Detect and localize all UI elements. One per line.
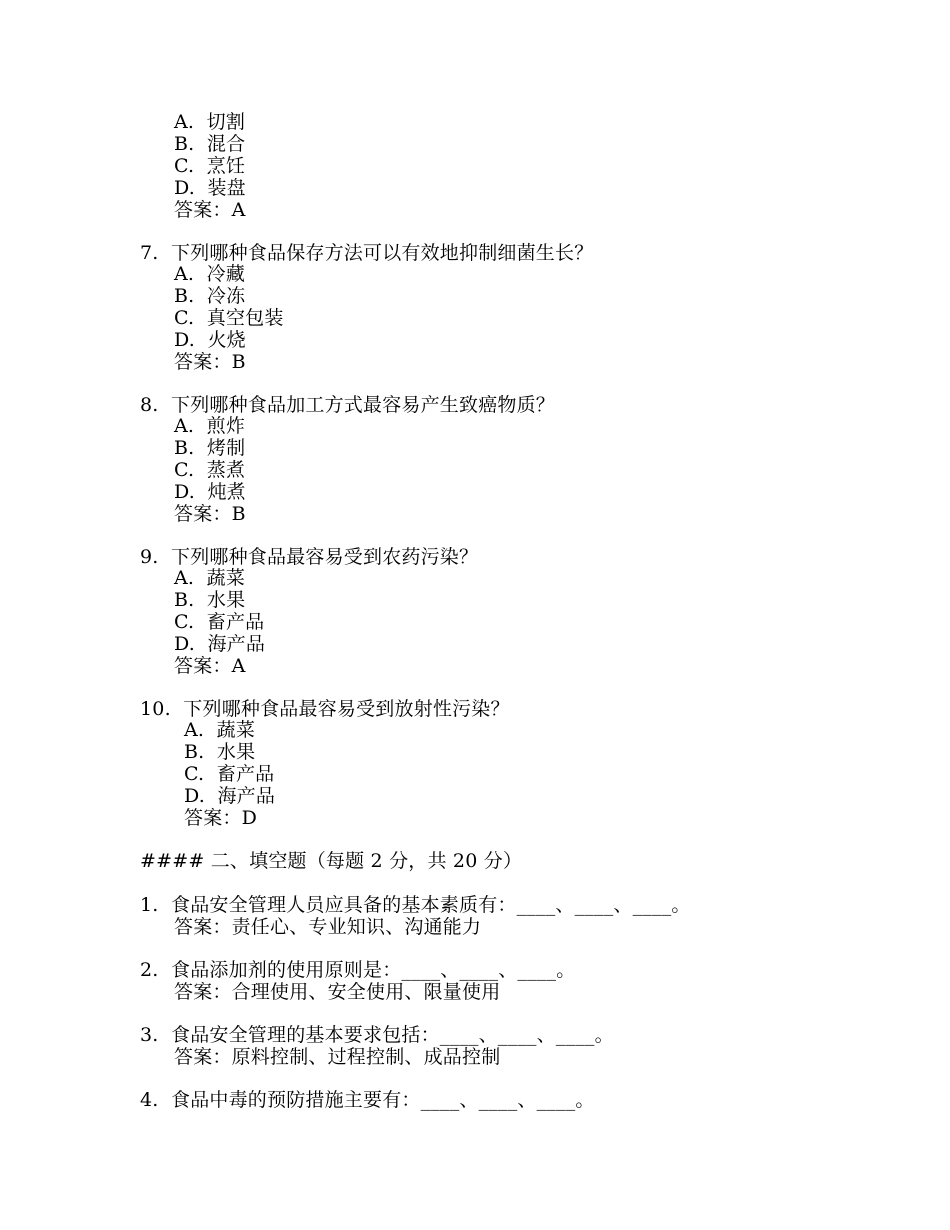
- option-text: A. 冷藏: [174, 263, 246, 285]
- option-text: D. 火烧: [174, 329, 246, 351]
- answer-text: 答案：合理使用、安全使用、限量使用: [174, 981, 501, 1003]
- option-text: D. 炖煮: [174, 481, 246, 503]
- option-text: A. 切割: [174, 111, 246, 133]
- question-stem: 4. 食品中毒的预防措施主要有：____、____、____。: [140, 1089, 595, 1111]
- option-text: D. 海产品: [174, 633, 266, 655]
- option-text: C. 畜产品: [174, 611, 265, 633]
- option-text: C. 真空包装: [174, 307, 284, 329]
- option-text: D. 海产品: [184, 785, 276, 807]
- question-stem: 10. 下列哪种食品最容易受到放射性污染？: [140, 698, 510, 720]
- answer-text: 答案：责任心、专业知识、沟通能力: [174, 916, 482, 938]
- answer-text: 答案：D: [184, 807, 258, 829]
- question-stem: 3. 食品安全管理的基本要求包括：____、____、____。: [140, 1024, 614, 1046]
- option-text: A. 蔬菜: [184, 719, 256, 741]
- option-text: B. 冷冻: [174, 285, 246, 307]
- option-text: B. 水果: [174, 589, 246, 611]
- answer-text: 答案：A: [174, 655, 246, 677]
- option-text: C. 畜产品: [184, 763, 275, 785]
- option-text: C. 烹饪: [174, 155, 246, 177]
- option-text: D. 装盘: [174, 177, 246, 199]
- question-stem: 9. 下列哪种食品最容易受到农药污染？: [140, 546, 479, 568]
- option-text: A. 蔬菜: [174, 567, 246, 589]
- section-heading: #### 二、填空题（每题 2 分，共 20 分）: [140, 850, 523, 872]
- answer-text: 答案：A: [174, 199, 246, 221]
- question-stem: 8. 下列哪种食品加工方式最容易产生致癌物质？: [140, 394, 556, 416]
- question-stem: 7. 下列哪种食品保存方法可以有效地抑制细菌生长？: [140, 242, 594, 264]
- answer-text: 答案：B: [174, 351, 246, 373]
- question-stem: 2. 食品添加剂的使用原则是：____、____、____。: [140, 959, 576, 981]
- option-text: B. 水果: [184, 741, 256, 763]
- option-text: B. 混合: [174, 133, 246, 155]
- question-stem: 1. 食品安全管理人员应具备的基本素质有：____、____、____。: [140, 894, 691, 916]
- option-text: A. 煎炸: [174, 415, 246, 437]
- answer-text: 答案：B: [174, 503, 246, 525]
- option-text: B. 烤制: [174, 437, 246, 459]
- option-text: C. 蒸煮: [174, 459, 246, 481]
- answer-text: 答案：原料控制、过程控制、成品控制: [174, 1046, 501, 1068]
